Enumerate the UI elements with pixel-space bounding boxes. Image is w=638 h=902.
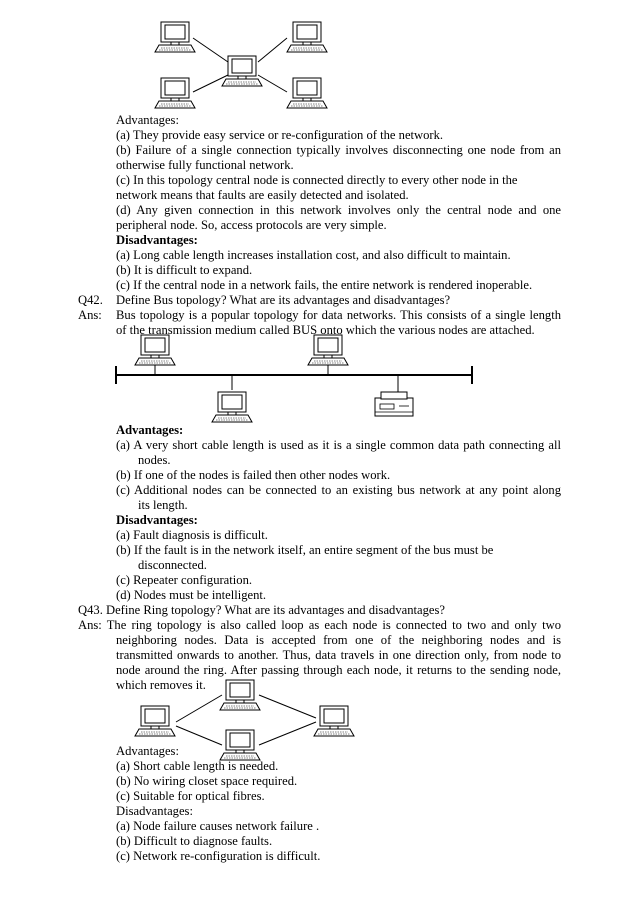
- text-line: Q42.: [78, 293, 103, 307]
- computer-icon: [155, 22, 195, 52]
- text-line: network means that faults are easily detected and isolated.: [116, 188, 409, 202]
- text-line: otherwise fully functional network.: [116, 158, 294, 172]
- text-line: Advantages:: [116, 423, 184, 437]
- computer-icon: [287, 78, 327, 108]
- text-line: (d) Any given connection in this network involves only the central node and one: [116, 203, 561, 217]
- text-line: (a) They provide easy service or re-configuration of the network.: [116, 128, 444, 142]
- printer-icon: [375, 392, 413, 416]
- bus-topology-diagram: [116, 335, 472, 422]
- text-line: (c) In this topology central node is connected directly to every other node in the: [116, 173, 518, 187]
- text-line: node around the ring. After passing through each node, it returns to the sending node,: [116, 663, 561, 677]
- text-line: (c) Suitable for optical fibres.: [116, 789, 265, 803]
- text-line: transmitted onwards to another. Thus, data travels in one direction only, from node to: [116, 648, 561, 662]
- computer-icon: [308, 335, 348, 365]
- text-line: (c) Repeater configuration.: [116, 573, 253, 587]
- computer-icon: [220, 730, 260, 760]
- text-line: (b) Failure of a single connection typically involves disconnecting one node from an: [116, 143, 561, 157]
- text-line: (a) Long cable length increases installation cost, and also difficult to maintain.: [116, 248, 511, 262]
- text-line: Advantages:: [116, 113, 179, 127]
- text-line: (b) It is difficult to expand.: [116, 263, 253, 277]
- text-line: (a) Node failure causes network failure .: [116, 819, 320, 833]
- text-line: (c) Additional nodes can be connected to an existing bus network at any point along: [116, 483, 561, 497]
- text-line: Ans:: [78, 308, 102, 322]
- text-line: (d) Nodes must be intelligent.: [116, 588, 267, 602]
- text-line: its length.: [138, 498, 188, 512]
- computer-icon: [135, 335, 175, 365]
- text-line: nodes.: [138, 453, 171, 467]
- text-line: Bus topology is a popular topology for data networks. This consists of a single length: [116, 308, 561, 322]
- text-line: of the transmission medium called BUS onto which the various nodes are attached.: [116, 323, 535, 337]
- star-topology-diagram: [155, 22, 327, 108]
- text-line: Define Bus topology? What are its advantages and disadvantages?: [116, 293, 451, 307]
- text-line: Ans: The ring topology is also called loop as each node is connected to two and only two: [78, 618, 561, 632]
- text-line: Disadvantages:: [116, 804, 193, 818]
- text-line: which removes it.: [116, 678, 206, 692]
- computer-icon: [222, 56, 262, 86]
- computer-icon: [287, 22, 327, 52]
- text-line: (c) Network re-configuration is difficult.: [116, 849, 321, 863]
- text-line: (b) Difficult to diagnose faults.: [116, 834, 273, 848]
- text-line: disconnected.: [138, 558, 207, 572]
- text-line: neighboring nodes. Data is accepted from one of the neighboring nodes and is: [116, 633, 561, 647]
- computer-icon: [155, 78, 195, 108]
- text-line: (c) If the central node in a network fails, the entire network is rendered inoperable.: [116, 278, 533, 292]
- computer-icon: [220, 680, 260, 710]
- text-line: (a) Fault diagnosis is difficult.: [116, 528, 268, 542]
- text-line: Disadvantages:: [116, 513, 198, 527]
- computer-icon: [212, 392, 252, 422]
- text-line: (a) A very short cable length is used as it is a single common data path connecting all: [116, 438, 561, 452]
- computer-icon: [314, 706, 354, 736]
- text-line: Disadvantages:: [116, 233, 198, 247]
- text-line: Q43. Define Ring topology? What are its advantages and disadvantages?: [78, 603, 445, 617]
- text-line: (b) If the fault is in the network itself, an entire segment of the bus must be: [116, 543, 494, 557]
- text-line: Advantages:: [116, 744, 179, 758]
- text-line: (b) No wiring closet space required.: [116, 774, 298, 788]
- text-line: peripheral node. So, access protocols are very simple.: [116, 218, 387, 232]
- computer-icon: [135, 706, 175, 736]
- text-line: (b) If one of the nodes is failed then other nodes work.: [116, 468, 391, 482]
- text-line: (a) Short cable length is needed.: [116, 759, 279, 773]
